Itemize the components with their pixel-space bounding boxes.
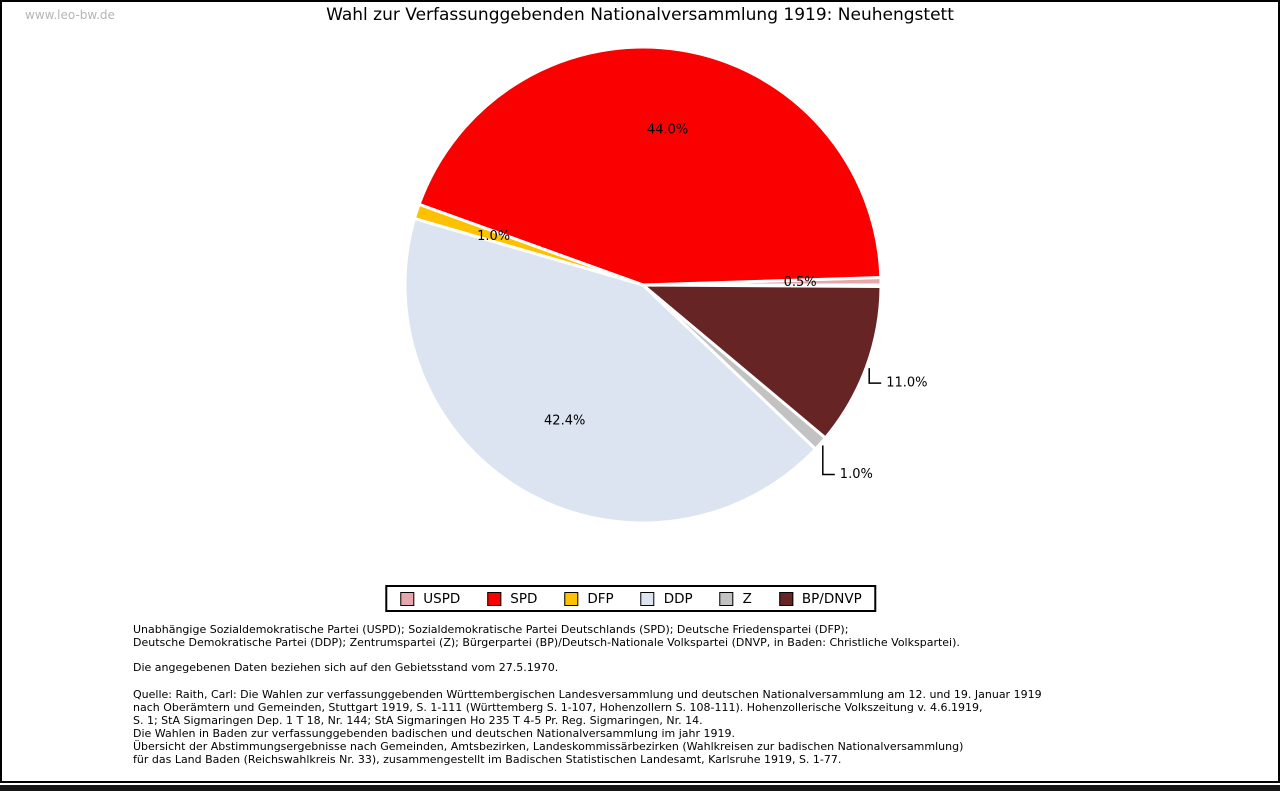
chart-title: Wahl zur Verfassunggebenden Nationalversammlung 1919: Neuhengstett [326, 5, 954, 25]
legend-item-z [720, 591, 752, 607]
slice-label-z: 1.0% [839, 467, 873, 482]
legend-item-uspd [400, 591, 460, 607]
source-line-2: nach Oberämtern und Gemeinden, Stuttgart 1919, S. 1-111 (Württemberg S. 1-107, Hohenzollern S. 108-111). Hohenzollerische Volkszeitung v. 4.6.1919, [133, 701, 983, 714]
slice-label-uspd: 0.5% [783, 275, 817, 290]
source-line-3: S. 1; StA Sigmaringen Dep. 1 T 18, Nr. 144; StA Sigmaringen Ho 235 T 4-5 Pr. Reg. Sigmaringen, Nr. 14. [133, 714, 703, 727]
slice-label-bp-dnvp: 11.0% [886, 375, 928, 391]
legend-swatch-z [720, 592, 734, 606]
leader-line-bp-dnvp [869, 368, 881, 383]
legend-item-ddp [641, 591, 693, 607]
party-abbreviations-line1: Unabhängige Sozialdemokratische Partei (USPD); Sozialdemokratische Partei Deutschlands (SPD); Deutsche Friedenspartei (DFP); [133, 623, 849, 636]
legend-label-z: Z [742, 590, 752, 607]
legend-swatch-uspd [400, 592, 414, 606]
slice-label-dfp: 1.0% [477, 229, 511, 244]
legend-swatch-spd [487, 592, 501, 606]
legend-item-spd [487, 591, 537, 607]
legend-label-ddp: DDP [663, 590, 693, 607]
slice-label-spd: 44.0% [646, 122, 689, 138]
source-line-1: Quelle: Raith, Carl: Die Wahlen zur verfassunggebenden Württembergischen Landesversammlung und deutschen Nationalversammlung am 12. und 19. Januar 1919 [133, 688, 1042, 701]
source-line-4: Die Wahlen in Baden zur verfassunggebenden badischen und deutschen Nationalversammlung im jahr 1919. [133, 727, 736, 740]
legend-label-bp-dnvp: BP/DNVP [801, 590, 862, 607]
data-note: Die angegebenen Daten beziehen sich auf den Gebietsstand vom 27.5.1970. [133, 661, 559, 674]
legend [385, 585, 876, 612]
legend-swatch-ddp [641, 592, 655, 606]
source-line-5: Übersicht der Abstimmungsergebnisse nach Gemeinden, Amtsbezirken, Landeskommissärbezirken (Wahlkreisen zur badischen Nationalversammlung) [133, 740, 964, 753]
legend-item-bp-dnvp [779, 591, 862, 607]
source-citation [133, 688, 1042, 766]
party-abbreviations [133, 623, 960, 649]
slice-label-ddp: 42.4% [544, 413, 586, 429]
legend-swatch-bp-dnvp [779, 592, 793, 606]
legend-swatch-dfp [564, 592, 578, 606]
party-abbreviations-line2: Deutsche Demokratische Partei (DDP); Zentrumspartei (Z); Bürgerpartei (BP)/Deutsch-Nationale Volkspartei (DNVP, in Baden: Christliche Volkspartei). [133, 636, 960, 649]
legend-item-dfp [564, 591, 613, 607]
bottom-edge-bar [0, 785, 1280, 791]
source-line-6: für das Land Baden (Reichswahlkreis Nr. 33), zusammengestellt im Badischen Statistischen Landesamt, Karlsruhe 1919, S. 1-77. [133, 753, 842, 766]
legend-label-dfp: DFP [587, 590, 614, 607]
leader-line-z [823, 446, 835, 475]
watermark: www.leo-bw.de [25, 8, 115, 22]
legend-label-spd: SPD [510, 590, 538, 607]
legend-label-uspd: USPD [423, 590, 461, 607]
